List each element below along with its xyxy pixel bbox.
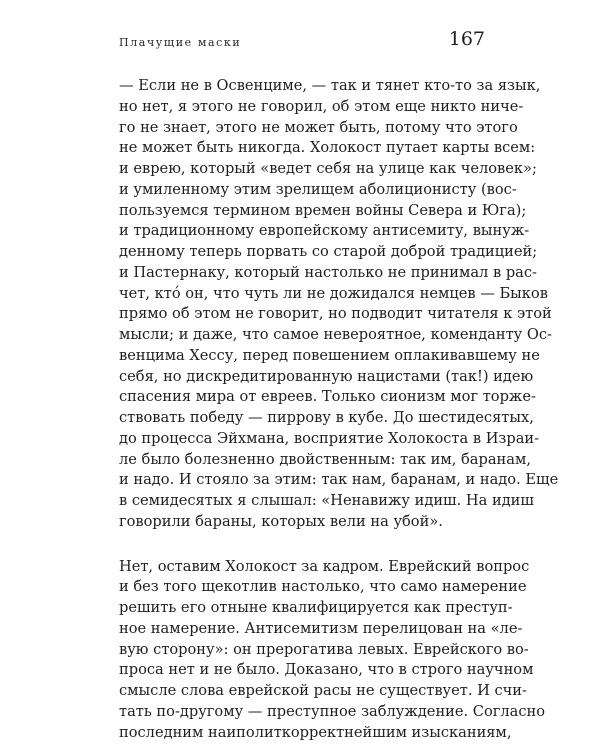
paragraph	[119, 557, 546, 744]
text-line: смысле слова еврейской расы не существует. И счи-	[119, 682, 527, 699]
text-line: денному теперь порвать со старой доброй традицией;	[119, 243, 538, 260]
body-text	[119, 76, 559, 743]
paragraph	[119, 76, 559, 533]
text-line: ное намерение. Антисемитизм перелицован на «ле-	[119, 619, 523, 637]
text-line: тать по-другому — преступное заблуждение. Согласно	[119, 702, 546, 720]
text-line: решить его отныне квалифицируется как преступ-	[119, 599, 513, 616]
text-line: чет, ктó он, что чуть ли не дожидался немцев — Быков	[119, 284, 548, 302]
text-line: себя, но дискредитированную нацистами (так!) идею	[119, 367, 534, 385]
text-line: и без того щекотлив настолько, что само намерение	[119, 578, 527, 596]
page-number: 167	[448, 28, 485, 50]
text-line: и надо. И стояло за этим: так нам, баранам, и надо. Еще	[119, 471, 559, 489]
text-line: последним наиполиткорректнейшим изысканиям,	[119, 723, 512, 741]
text-line: спасения мира от евреев. Только сионизм мог торже-	[119, 388, 536, 406]
running-head: Плачущие маски	[119, 36, 242, 49]
text-line: ле было болезненно двойственным: так им, баранам,	[119, 450, 531, 468]
text-line: прямо об этом не говорит, но подводит читателя к этой	[119, 305, 552, 323]
text-line: ствовать победу — пиррову в кубе. До шестидесятых,	[119, 409, 534, 426]
text-line: и Пастернаку, который настолько не принимал в рас-	[119, 263, 537, 281]
text-line: проса нет и не было. Доказано, что в строго научном	[119, 661, 534, 679]
text-line: но нет, я этого не говорил, об этом еще никто ниче-	[119, 97, 524, 115]
text-line: мысли; и даже, что самое невероятное, коменданту Ос-	[119, 326, 552, 343]
text-line: и традиционному европейскому антисемиту, вынуж-	[119, 222, 530, 240]
text-line: го не знает, этого не может быть, потому что этого	[119, 118, 518, 136]
text-line: и умиленному этим зрелищем аболиционисту (вос-	[119, 180, 517, 198]
text-line: пользуемся термином времен войны Севера и Юга);	[119, 201, 527, 219]
paragraph-break	[119, 533, 487, 557]
text-line: — Если не в Освенциме, — так и тянет кто-то за язык,	[119, 77, 541, 94]
text-line: Нет, оставим Холокост за кадром. Еврейский вопрос	[119, 557, 530, 575]
text-line: не может быть никогда. Холокост путает карты всем:	[119, 139, 536, 157]
text-line: говорили бараны, которых вели на убой».	[119, 512, 443, 530]
text-line: венцима Хессу, перед повешением оплакивавшему не	[119, 346, 540, 364]
text-line: в семидесятых я слышал: «Ненавижу идиш. На идиш	[119, 492, 534, 509]
text-line: до процесса Эйхмана, восприятие Холокоста в Израи-	[119, 429, 540, 447]
text-line: вую сторону»: он прерогатива левых. Еврейского во-	[119, 640, 529, 658]
text-line: и еврею, который «ведет себя на улице как человек»;	[119, 160, 537, 177]
